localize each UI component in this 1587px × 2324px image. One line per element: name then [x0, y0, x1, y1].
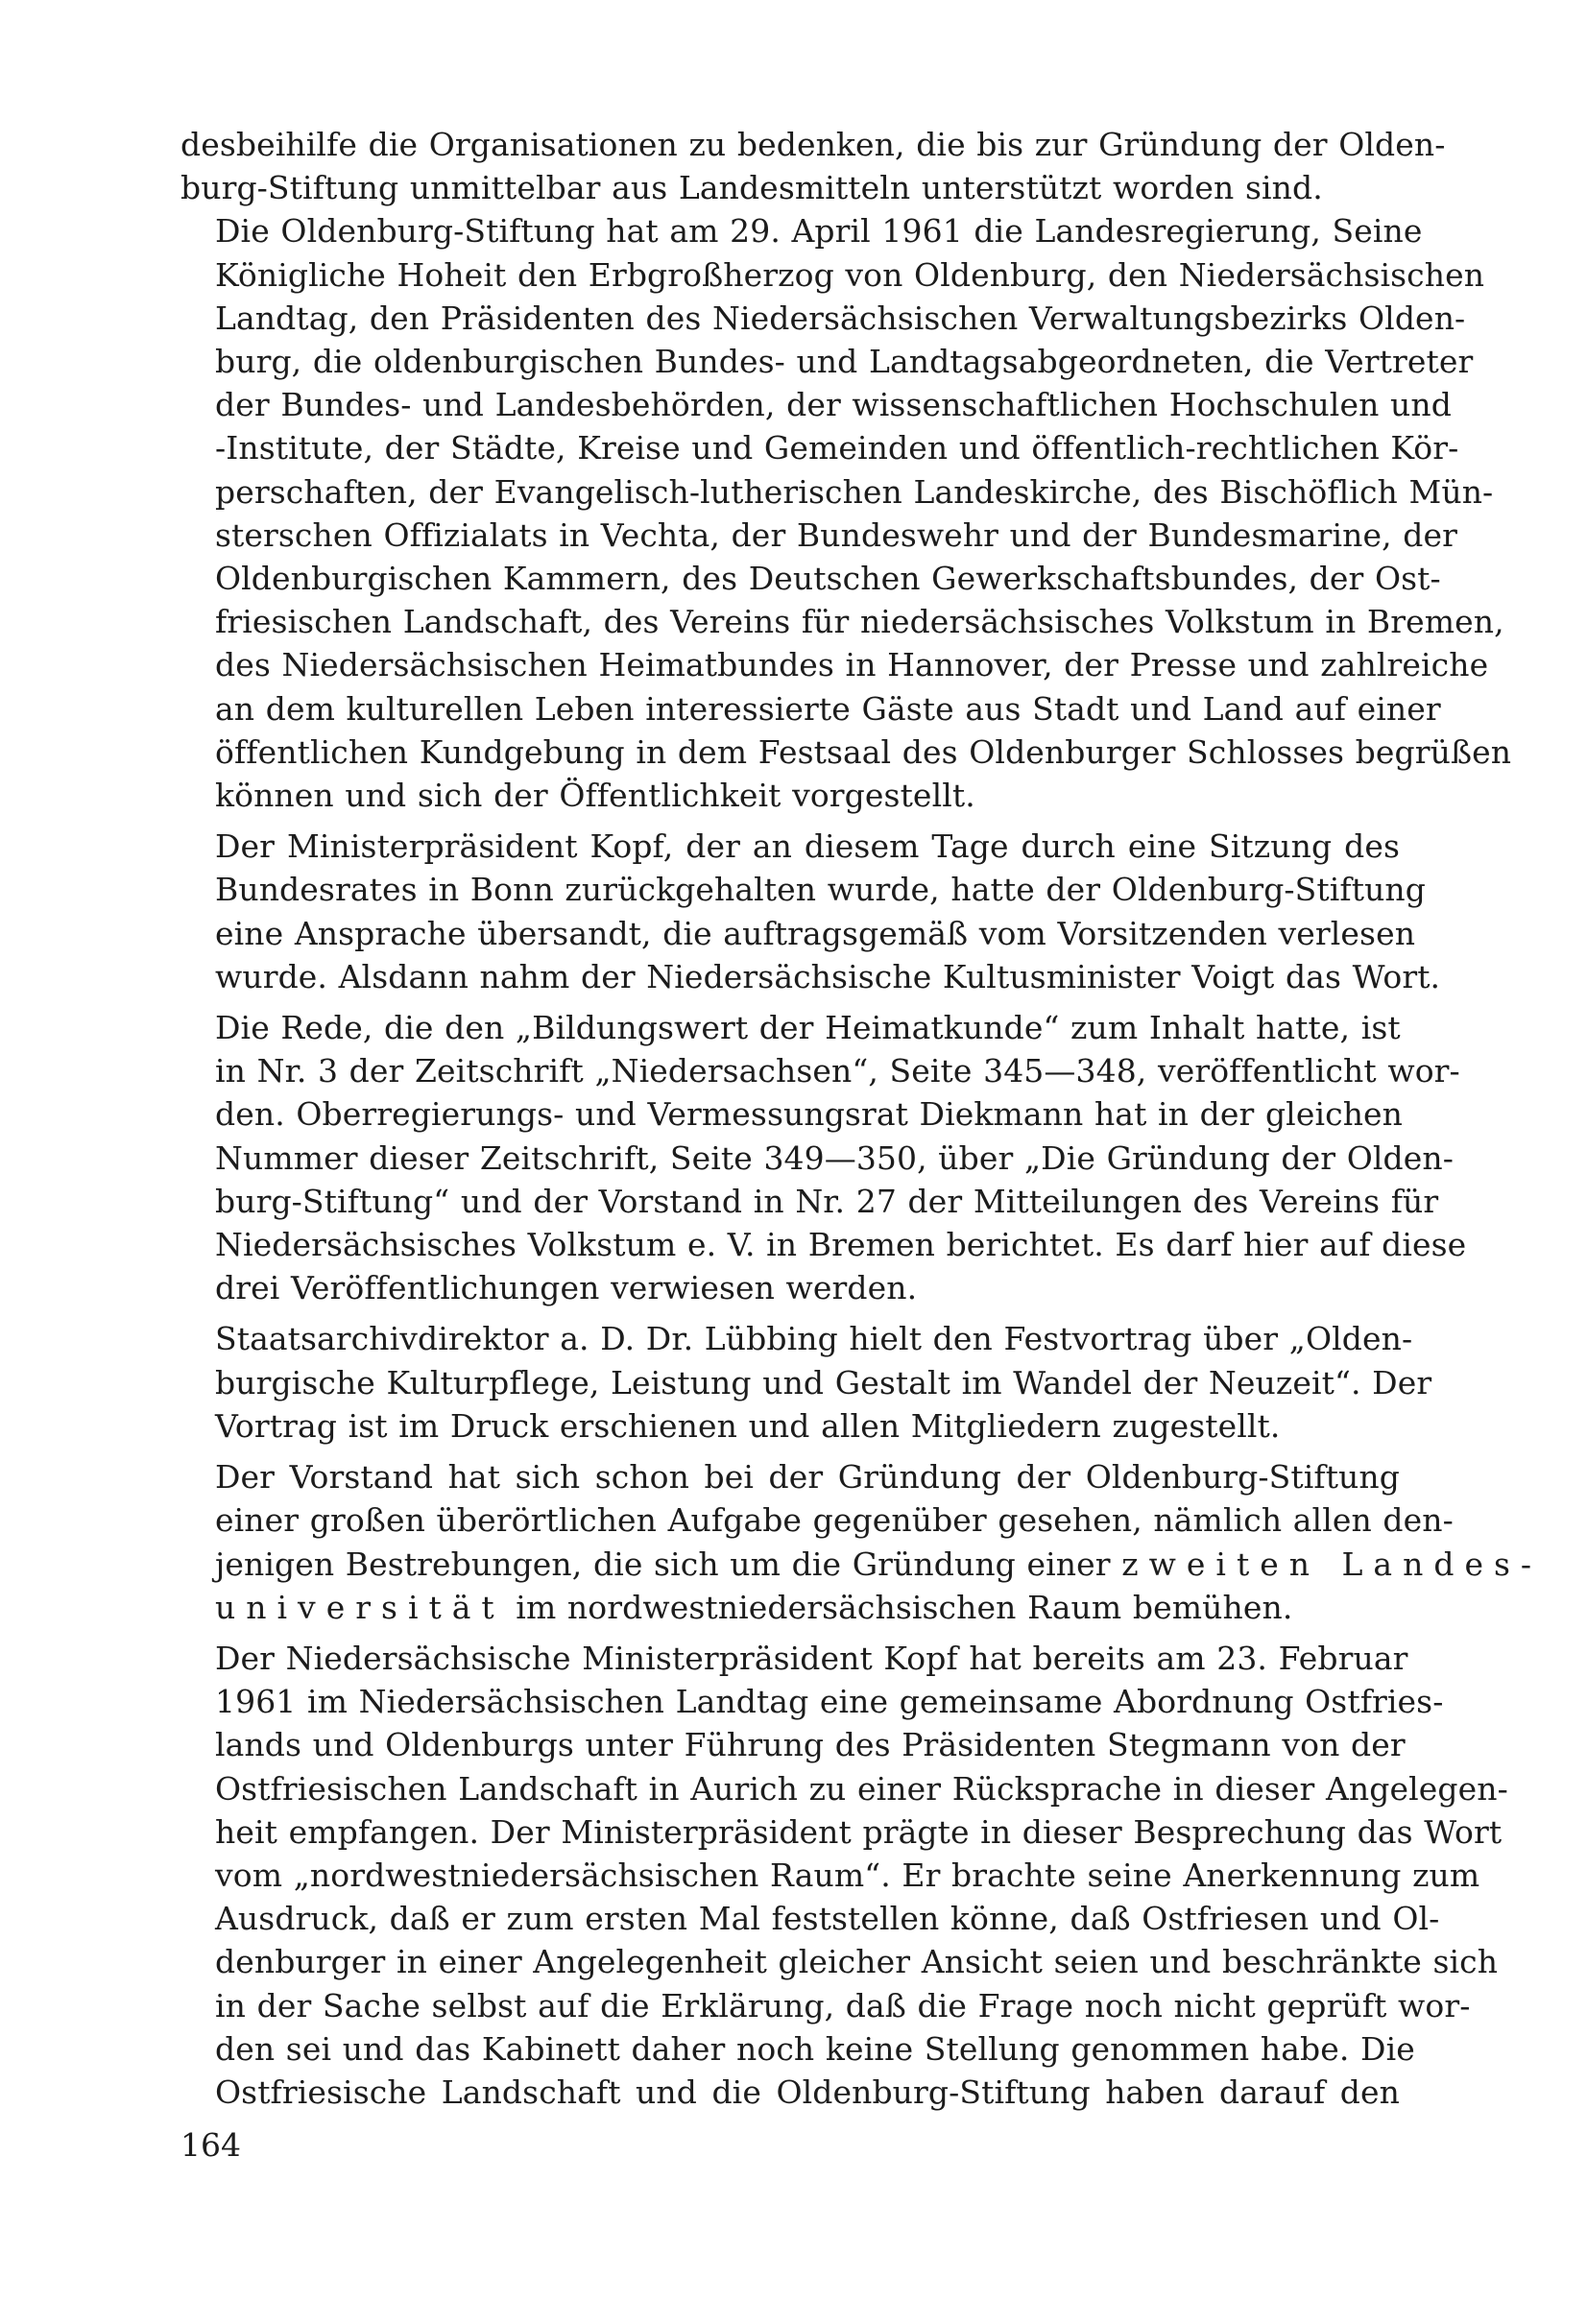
spaced-emphasis-text: universität	[215, 1588, 505, 1626]
text-line: des Niedersächsischen Heimatbundes in Hannover, der Presse und zahlreiche	[215, 646, 1489, 684]
spaced-emphasis-text: zweiten Landes-	[1121, 1545, 1543, 1583]
text-line	[180, 1543, 1543, 1586]
text-line: Ostfriesischen Landschaft in Aurich zu einer Rücksprache in dieser Angelegen-	[215, 1769, 1508, 1808]
text-line: Oldenburgischen Kammern, des Deutschen Gewerkschaftsbundes, der Ost-	[215, 560, 1441, 598]
text-line: desbeihilfe die Organisationen zu bedenken, die bis zur Gründung der Olden-	[180, 126, 1446, 163]
text-line: heit empfangen. Der Ministerpräsident prägte in dieser Besprechung das Wort	[215, 1812, 1503, 1851]
text-line: perschaften, der Evangelisch-lutherischen Landeskirche, des Bischöflich Mün-	[215, 472, 1494, 511]
text-line: burg-Stiftung unmittelbar aus Landesmitteln unterstützt worden sind.	[180, 169, 1323, 207]
text-line: Ausdruck, daß er zum ersten Mal feststellen könne, daß Ostfriesen und Ol-	[215, 1900, 1440, 1938]
text-line: denburger in einer Angelegenheit gleicher Ansicht seien und beschränkte sich	[215, 1943, 1499, 1981]
text-line: Die Oldenburg-Stiftung hat am 29. April 1961 die Landesregierung, Seine	[215, 212, 1423, 251]
text-line: vom „nordwestniedersächsischen Raum“. Er brachte seine Anerkennung zum	[215, 1856, 1480, 1894]
text-segment: jenigen Bestrebungen, die sich um die Gründung einer	[215, 1545, 1111, 1583]
text-line: können und sich der Öffentlichkeit vorgestellt.	[215, 777, 975, 815]
text-line: Ostfriesische Landschaft und die Oldenburg-Stiftung haben darauf den	[215, 2072, 1400, 2111]
text-line: Der Ministerpräsident Kopf, der an diesem Tage durch eine Sitzung des	[215, 827, 1400, 866]
text-segment: im nordwestniedersächsischen Raum bemühen.	[516, 1588, 1293, 1626]
paragraph	[180, 1637, 1508, 2114]
text-line: Königliche Hoheit den Erbgroßherzog von Oldenburg, den Niedersächsischen	[215, 255, 1485, 294]
paragraph	[180, 825, 1441, 998]
text-line: den sei und das Kabinett daher noch keine Stellung genommen habe. Die	[215, 2029, 1415, 2068]
text-line: der Bundes- und Landesbehörden, der wissenschaftlichen Hochschulen und	[215, 386, 1452, 424]
text-line: den. Oberregierungs- und Vermessungsrat Diekmann hat in der gleichen	[215, 1095, 1404, 1134]
page-number: 164	[180, 2126, 241, 2164]
paragraph	[180, 1455, 1543, 1629]
text-line: lands und Oldenburgs unter Führung des Präsidenten Stegmann von der	[215, 1726, 1406, 1764]
text-line: Nummer dieser Zeitschrift, Seite 349—350, über „Die Gründung der Olden-	[215, 1138, 1454, 1177]
text-line: burg-Stiftung“ und der Vorstand in Nr. 27 der Mitteilungen des Vereins für	[215, 1182, 1439, 1220]
paragraph	[180, 1006, 1467, 1309]
text-line: in der Sache selbst auf die Erklärung, daß die Frage noch nicht geprüft wor-	[215, 1986, 1471, 2025]
text-line: Der Niedersächsische Ministerpräsident Kopf hat bereits am 23. Februar	[215, 1639, 1408, 1677]
document-page	[180, 123, 1543, 2114]
paragraph	[180, 123, 1446, 209]
text-line: Die Rede, die den „Bildungswert der Heimatkunde“ zum Inhalt hatte, ist	[215, 1009, 1401, 1047]
text-line: Bundesrates in Bonn zurückgehalten wurde, hatte der Oldenburg-Stiftung	[215, 871, 1427, 909]
text-line: Landtag, den Präsidenten des Niedersächsischen Verwaltungsbezirks Olden-	[215, 299, 1466, 337]
text-line: eine Ansprache übersandt, die auftragsgemäß vom Vorsitzenden verlesen	[215, 914, 1416, 952]
text-line: einer großen überörtlichen Aufgabe gegenüber gesehen, nämlich allen den-	[215, 1501, 1454, 1540]
text-line: Staatsarchivdirektor a. D. Dr. Lübbing hielt den Festvortrag über „Olden-	[215, 1320, 1413, 1358]
text-line: Niedersächsisches Volkstum e. V. in Bremen berichtet. Es darf hier auf diese	[215, 1226, 1467, 1264]
text-line: wurde. Alsdann nahm der Niedersächsische Kultusminister Voigt das Wort.	[215, 957, 1441, 995]
text-line: burgische Kulturpflege, Leistung und Gestalt im Wandel der Neuzeit“. Der	[215, 1363, 1432, 1402]
text-line: in Nr. 3 der Zeitschrift „Niedersachsen“, Seite 345—348, veröffentlicht wor-	[215, 1052, 1460, 1090]
text-line: 1961 im Niedersächsischen Landtag eine gemeinsame Abordnung Ostfries-	[215, 1683, 1444, 1721]
text-line: burg, die oldenburgischen Bundes- und Landtagsabgeordneten, die Vertreter	[215, 343, 1474, 381]
text-line	[180, 1586, 1400, 1629]
text-line: friesischen Landschaft, des Vereins für niedersächsisches Volkstum in Bremen,	[215, 603, 1504, 641]
text-line: an dem kulturellen Leben interessierte Gäste aus Stadt und Land auf einer	[215, 689, 1441, 728]
text-line: -Institute, der Städte, Kreise und Gemeinden und öffentlich-rechtlichen Kör-	[215, 429, 1459, 467]
text-line: Vortrag ist im Druck erschienen und allen Mitgliedern zugestellt.	[215, 1406, 1281, 1445]
text-line: drei Veröffentlichungen verwiesen werden.	[215, 1269, 918, 1307]
paragraph	[180, 1317, 1432, 1448]
text-line: sterschen Offizialats in Vechta, der Bundeswehr und der Bundesmarine, der	[215, 515, 1458, 554]
text-line: öffentlichen Kundgebung in dem Festsaal des Oldenburger Schlosses begrüßen	[215, 732, 1512, 771]
paragraph	[180, 209, 1512, 817]
text-line: Der Vorstand hat sich schon bei der Gründung der Oldenburg-Stiftung	[215, 1458, 1400, 1497]
